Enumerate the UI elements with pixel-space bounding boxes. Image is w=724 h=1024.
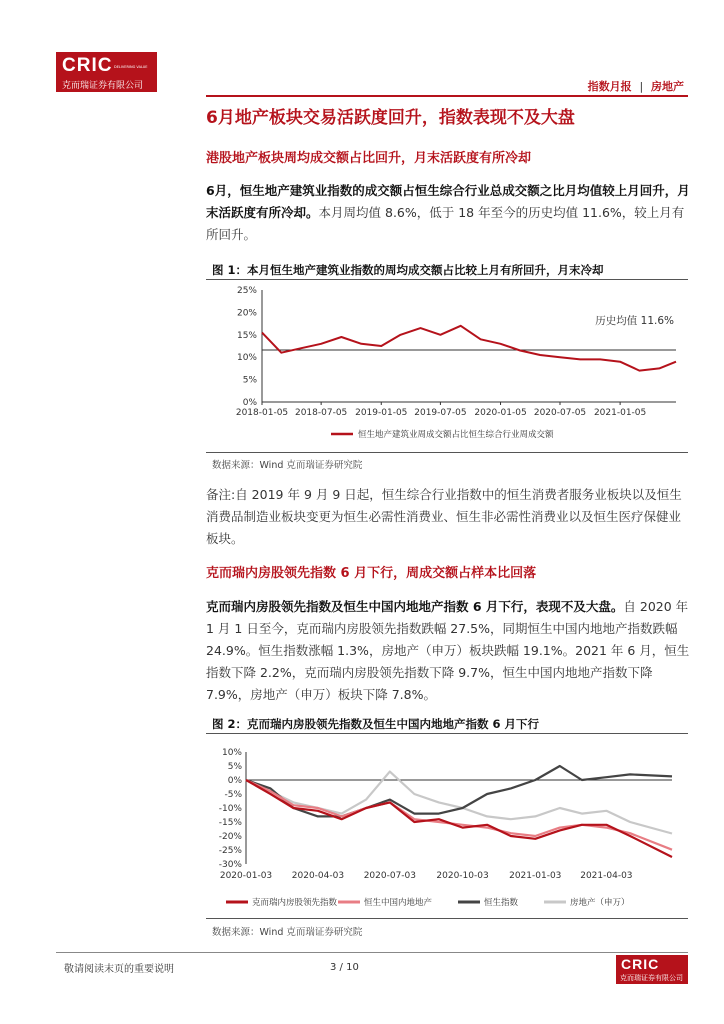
y-tick-label: -5% <box>224 790 242 800</box>
x-tick-label: 2020-07-05 <box>533 408 587 418</box>
y-tick-label: 5% <box>227 762 242 772</box>
figure-2-source: 数据来源：Wind 克而瑞证券研究院 <box>212 927 363 938</box>
y-tick-label: -30% <box>218 860 242 870</box>
y-tick-label: -25% <box>218 846 242 856</box>
header-logo <box>56 52 157 92</box>
figure-2-bottom-rule <box>206 918 688 919</box>
header-rule <box>206 95 688 97</box>
x-tick-label: 2018-01-05 <box>235 408 289 418</box>
series-line-0 <box>246 780 672 857</box>
figure-1-source: 数据来源：Wind 克而瑞证券研究院 <box>212 460 363 471</box>
x-tick-label: 2019-01-05 <box>355 408 408 418</box>
legend-label: 房地产（申万） <box>570 898 630 908</box>
y-tick-label: 5% <box>242 375 257 386</box>
page-number: 3 / 10 <box>330 962 359 973</box>
y-tick-label: 10% <box>221 748 242 758</box>
legend-label: 恒生指数 <box>484 898 519 908</box>
section-heading-2: 克而瑞内房股领先指数 6 月下行，周成交额占样本比回落 <box>206 566 537 581</box>
y-tick-label: 10% <box>236 353 257 364</box>
legend-label: 克而瑞内房股领先指数 <box>252 898 338 908</box>
legend-label: 恒生地产建筑业周成交额占比恒生综合行业周成交额 <box>358 430 554 440</box>
report-sector: 房地产 <box>651 80 684 93</box>
x-tick-label: 2021-01-05 <box>593 408 647 418</box>
x-tick-label: 2020-10-03 <box>436 871 489 881</box>
footer-logo-text: CRIC <box>621 956 660 972</box>
figure-2-caption: 图 2：克而瑞内房股领先指数及恒生中国内地地产指数 6 月下行 <box>212 717 540 731</box>
series-line-weekly-share <box>262 326 676 371</box>
paragraph-2-bold: 克而瑞内房股领先指数及恒生中国内地地产指数 6 月下行，表现不及大盘。 <box>206 599 624 614</box>
figure-1-caption: 图 1：本月恒生地产建筑业指数的周均成交额占比较上月有所回升，月末冷却 <box>212 263 604 277</box>
section-heading-1: 港股地产板块周均成交额占比回升，月末活跃度有所冷却 <box>206 151 532 166</box>
legend-label: 恒生中国内地地产 <box>364 898 433 908</box>
y-tick-label: 25% <box>236 286 257 296</box>
y-tick-label: -10% <box>218 804 242 814</box>
figure-1-bottom-rule <box>206 452 688 453</box>
page-title: 6月地产板块交易活跃度回升，指数表现不及大盘 <box>206 108 575 128</box>
footer-disclaimer: 敬请阅读末页的重要说明 <box>64 964 174 975</box>
paragraph-1-bold: 6月，恒生地产建筑业指数的成交额占恒生综合行业总成交额之比月均值较上月回升，月末活跃度有所冷却。 <box>206 183 690 220</box>
y-tick-label: 0% <box>242 398 257 408</box>
y-tick-label: -15% <box>218 818 242 828</box>
logo-text: CRIC <box>62 55 113 76</box>
historical-mean-annotation: 历史均值 11.6% <box>595 315 674 328</box>
footer-logo <box>616 955 688 984</box>
logo-tagline: DELIVERING VALUE <box>114 65 148 69</box>
figure-2-top-rule <box>206 733 688 734</box>
x-tick-label: 2020-01-03 <box>219 871 273 881</box>
header-report-info <box>588 78 684 94</box>
y-tick-label: 15% <box>236 330 257 341</box>
figure-2-chart <box>206 736 690 918</box>
paragraph-1-text: 本月周均值 8.6%，低于 18 年至今的历史均值 11.6%，较上月有所回升。 <box>206 205 685 242</box>
y-tick-label: -20% <box>218 832 242 842</box>
x-tick-label: 2020-07-03 <box>363 871 417 881</box>
x-tick-label: 2021-04-03 <box>580 871 633 881</box>
figure-1-chart <box>206 282 690 452</box>
figure-1-top-rule <box>206 279 688 280</box>
paragraph-2-text: 自 2020 年 1 月 1 日至今，克而瑞内房股领先指数跌幅 27.5%，同期恒生中国内地地产指数跌幅 24.9%。恒生指数涨幅 1.3%，房地产（申万）板块跌幅 19.1%。2021 年 6 月，恒生指数下降 2.2%，克而瑞内房股领先指数下降 9.7%，恒生中国内地地产指数下降 7.9%，房地产（申万）板块下降 7.8%。 <box>206 599 690 702</box>
x-tick-label: 2020-04-03 <box>291 871 345 881</box>
footer-rule <box>56 952 688 953</box>
section-paragraph-1 <box>206 180 690 246</box>
note-paragraph: 备注:自 2019 年 9 月 9 日起，恒生综合行业指数中的恒生消费者服务业板块以及恒生消费品制造业板块变更为恒生必需性消费业、恒生非必需性消费业以及恒生医疗保健业板块。 <box>206 487 682 546</box>
footer-logo-company: 克而瑞证券有限公司 <box>620 974 683 982</box>
x-tick-label: 2018-07-05 <box>294 408 348 418</box>
x-tick-label: 2021-01-03 <box>509 871 562 881</box>
y-tick-label: 20% <box>236 308 257 319</box>
x-tick-label: 2020-01-05 <box>474 408 527 418</box>
series-line-1 <box>246 780 672 850</box>
logo-company: 克而瑞证券有限公司 <box>62 81 144 91</box>
section-paragraph-2 <box>206 596 690 706</box>
header-separator: | <box>639 80 644 93</box>
report-type: 指数月报 <box>587 80 632 93</box>
y-tick-label: 0% <box>227 776 242 786</box>
x-tick-label: 2019-07-05 <box>414 408 467 418</box>
